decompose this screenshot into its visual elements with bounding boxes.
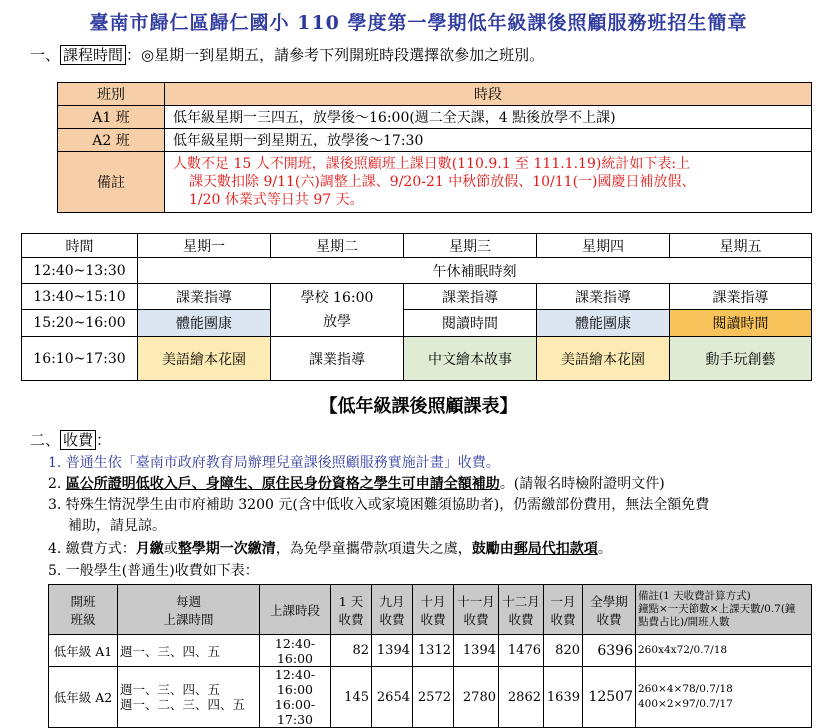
fee-hdr-dec-2: 收費 xyxy=(508,611,534,627)
note-text xyxy=(165,152,812,213)
sched-nap: 午休補眠時刻 xyxy=(138,258,812,284)
fee-item-2 xyxy=(48,473,665,493)
fee-hdr-day-2: 收費 xyxy=(338,611,364,627)
sched-header-fri: 星期五 xyxy=(670,234,812,258)
fee-a1-day: 82 xyxy=(331,635,372,667)
sched-wed-2: 課業指導 xyxy=(404,284,537,310)
fee-hdr-jan-1: 一月 xyxy=(550,593,576,609)
fee-a1-sep: 1394 xyxy=(372,635,413,667)
sched-mon-2: 課業指導 xyxy=(138,284,271,310)
class-a1-time: 低年級星期一三四五，放學後～16:00(週二全天課，4 點後放學不上課) xyxy=(165,106,812,129)
sched-header-thu: 星期四 xyxy=(537,234,670,258)
fee-hdr-sep-2: 收費 xyxy=(379,611,405,627)
fee-a2-note-1: 260×4×78/0.7/18 xyxy=(638,683,733,695)
fee-a2-jan: 1639 xyxy=(544,667,583,728)
time-header: 時段 xyxy=(165,83,812,106)
fee-hdr-note-1: 備註(1 天收費計算方式) xyxy=(638,590,751,602)
note-line-3: 1/20 休業式等日共 97 天。 xyxy=(189,192,364,208)
class-header: 班別 xyxy=(58,83,165,106)
fee-a2-all: 12507 xyxy=(583,667,636,728)
fee-hdr-week-1: 每週 xyxy=(175,593,201,609)
fee-a2-class: 低年級 A2 xyxy=(49,667,118,728)
fee-hdr-oct-1: 十月 xyxy=(420,593,446,609)
fee-item-4-monthly: 月繳 xyxy=(135,541,164,557)
sched-mon-4: 美語繪本花園 xyxy=(138,337,271,381)
fee-hdr-all-2: 收費 xyxy=(596,611,622,627)
fee-a2-day: 145 xyxy=(331,667,372,728)
fee-hdr-sep xyxy=(372,585,413,635)
sched-header-mon: 星期一 xyxy=(138,234,271,258)
sched-header-tue: 星期二 xyxy=(271,234,404,258)
fee-a2-period-1: 12:40-16:00 xyxy=(274,667,316,697)
fee-a2-note-2: 400×2×97/0.7/17 xyxy=(638,698,733,710)
fee-a2-period-2: 16:00-17:30 xyxy=(274,697,316,727)
fee-a1-dec: 1476 xyxy=(499,635,544,667)
sched-mon-3: 體能團康 xyxy=(138,310,271,337)
section1-boxed-label: 課程時間 xyxy=(60,45,126,65)
fee-a2-days-2: 週一、二、三、四、五 xyxy=(120,697,246,712)
fee-hdr-class-1: 開班 xyxy=(70,593,96,609)
fee-hdr-nov-2: 收費 xyxy=(463,611,489,627)
fee-hdr-all xyxy=(583,585,636,635)
sched-fri-4: 動手玩創藝 xyxy=(670,337,812,381)
fee-a2-period xyxy=(260,667,331,728)
page-title: 臺南市歸仁區歸仁國小 110 學度第一學期低年級課後照顧服務班招生簡章 xyxy=(89,12,748,34)
note-line-1: 人數不足 15 人不開班，課後照顧班上課日數(110.9.1 至 111.1.19)統計如下表:上 xyxy=(173,156,691,172)
sched-tue-line-1: 學校 16:00 xyxy=(300,290,374,306)
fee-item-4-a: 4. 繳費方式： xyxy=(48,541,136,557)
sched-tue-dismissal xyxy=(271,284,404,337)
fee-hdr-jan xyxy=(544,585,583,635)
fee-a2-note xyxy=(636,667,812,728)
fee-hdr-note-3: 點費占比)/開班人數 xyxy=(638,616,730,628)
fee-hdr-period: 上課時段 xyxy=(260,585,331,635)
sched-wed-3: 閱讀時間 xyxy=(404,310,537,337)
fee-item-2-num: 2. xyxy=(48,476,66,492)
class-table xyxy=(57,82,812,213)
fee-a1-class: 低年級 A1 xyxy=(49,635,118,667)
fee-a2-nov: 2780 xyxy=(454,667,499,728)
fee-item-4-encourage: 鼓勵由 xyxy=(471,541,514,557)
sched-tue-4: 課業指導 xyxy=(271,337,404,381)
fee-hdr-week-2: 上課時間 xyxy=(163,611,214,627)
section1-heading xyxy=(30,44,544,65)
schedule-table xyxy=(21,233,812,381)
sched-thu-4: 美語繪本花園 xyxy=(537,337,670,381)
note-label: 備註 xyxy=(58,152,165,213)
fee-hdr-all-1: 全學期 xyxy=(590,593,628,609)
fee-item-1: 1. 普通生依「臺南市政府教育局辦理兒童課後照顧服務實施計畫」收費。 xyxy=(48,455,500,471)
fee-table xyxy=(48,584,812,728)
fee-item-2-rest: 。(請報名時檢附證明文件) xyxy=(499,476,665,492)
fee-a2-days xyxy=(118,667,260,728)
fee-a2-sep: 2654 xyxy=(372,667,413,728)
section2-number: 二、 xyxy=(30,431,61,449)
sched-thu-2: 課業指導 xyxy=(537,284,670,310)
sched-wed-4: 中文繪本故事 xyxy=(404,337,537,381)
fee-item-4-term: 整學期一次繳清 xyxy=(177,541,276,557)
fee-hdr-sep-1: 九月 xyxy=(379,593,405,609)
fee-a2-days-1: 週一、三、四、五 xyxy=(120,682,221,697)
fee-a1-nov: 1394 xyxy=(454,635,499,667)
fee-a1-oct: 1312 xyxy=(413,635,454,667)
sched-tue-line-2: 放學 xyxy=(323,314,351,330)
fee-hdr-class-2: 班級 xyxy=(70,611,96,627)
note-line-2: 課天數扣除 9/11(六)調整上課、9/20-21 中秋節放假、10/11(一)國慶日補放假、 xyxy=(189,174,696,190)
schedule-title: 【低年級課後照顧課表】 xyxy=(319,396,518,417)
sched-time-2: 13:40~15:10 xyxy=(22,284,138,310)
fee-a2-oct: 2572 xyxy=(413,667,454,728)
fee-a1-all: 6396 xyxy=(583,635,636,667)
section2-heading xyxy=(30,429,111,450)
fee-hdr-nov-1: 十一月 xyxy=(457,593,495,609)
fee-hdr-note-2: 鐘點×一天節數×上課天數/0.7(鐘 xyxy=(638,603,796,615)
class-a2: A2 班 xyxy=(58,129,165,152)
sched-time-1: 12:40~13:30 xyxy=(22,258,138,284)
fee-a1-period: 12:40-16:00 xyxy=(260,635,331,667)
sched-header-time: 時間 xyxy=(22,234,138,258)
fee-a1-note: 260x4x72/0.7/18 xyxy=(636,635,812,667)
section1-number: 一、 xyxy=(30,46,61,64)
fee-hdr-dec-1: 十二月 xyxy=(502,593,540,609)
fee-item-4-mid: ，為免學童攜帶款項遺失之虞， xyxy=(275,541,472,557)
fee-hdr-oct-2: 收費 xyxy=(420,611,446,627)
sched-fri-2: 課業指導 xyxy=(670,284,812,310)
class-a2-time: 低年級星期一到星期五，放學後～17:30 xyxy=(165,129,812,152)
fee-item-4-end: 。 xyxy=(597,541,612,557)
sched-fri-3: 閱讀時間 xyxy=(670,310,812,337)
sched-header-wed: 星期三 xyxy=(404,234,537,258)
fee-item-4 xyxy=(48,538,612,558)
fee-hdr-week xyxy=(118,585,260,635)
fee-hdr-day xyxy=(331,585,372,635)
fee-hdr-dec xyxy=(499,585,544,635)
class-a1: A1 班 xyxy=(58,106,165,129)
fee-a1-jan: 820 xyxy=(544,635,583,667)
fee-a2-dec: 2862 xyxy=(499,667,544,728)
fee-item-5: 5. 一般學生(普通生)收費如下表： xyxy=(48,563,259,579)
fee-a1-days: 週一、三、四、五 xyxy=(118,635,260,667)
sched-thu-3: 體能團康 xyxy=(537,310,670,337)
sched-time-3: 15:20~16:00 xyxy=(22,310,138,337)
fee-hdr-day-1: 1 天 xyxy=(338,593,364,609)
fee-hdr-note xyxy=(636,585,812,635)
fee-hdr-class xyxy=(49,585,118,635)
fee-item-4-postal: 郵局代扣款項 xyxy=(513,541,598,557)
fee-item-4-or: 或 xyxy=(163,541,178,557)
sched-time-4: 16:10~17:30 xyxy=(22,337,138,381)
fee-hdr-nov xyxy=(454,585,499,635)
fee-item-2-bold: 區公所證明低收入戶、身障生、原住民身份資格之學生可申請全額補助 xyxy=(65,476,500,492)
fee-hdr-oct xyxy=(413,585,454,635)
fee-item-3: 3. 特殊生情況學生由市府補助 3200 元(含中低收入或家境困難須協助者)，仍需繳部份費用，無法全額免費 xyxy=(48,497,710,513)
section2-boxed-label: 收費 xyxy=(60,430,96,450)
section1-text: ：◎星期一到星期五，請參考下列開班時段選擇欲參加之班別。 xyxy=(126,46,545,64)
fee-item-3-cont: 補助，請見諒。 xyxy=(68,518,166,534)
section2-colon: ： xyxy=(96,431,112,449)
fee-hdr-jan-2: 收費 xyxy=(550,611,576,627)
